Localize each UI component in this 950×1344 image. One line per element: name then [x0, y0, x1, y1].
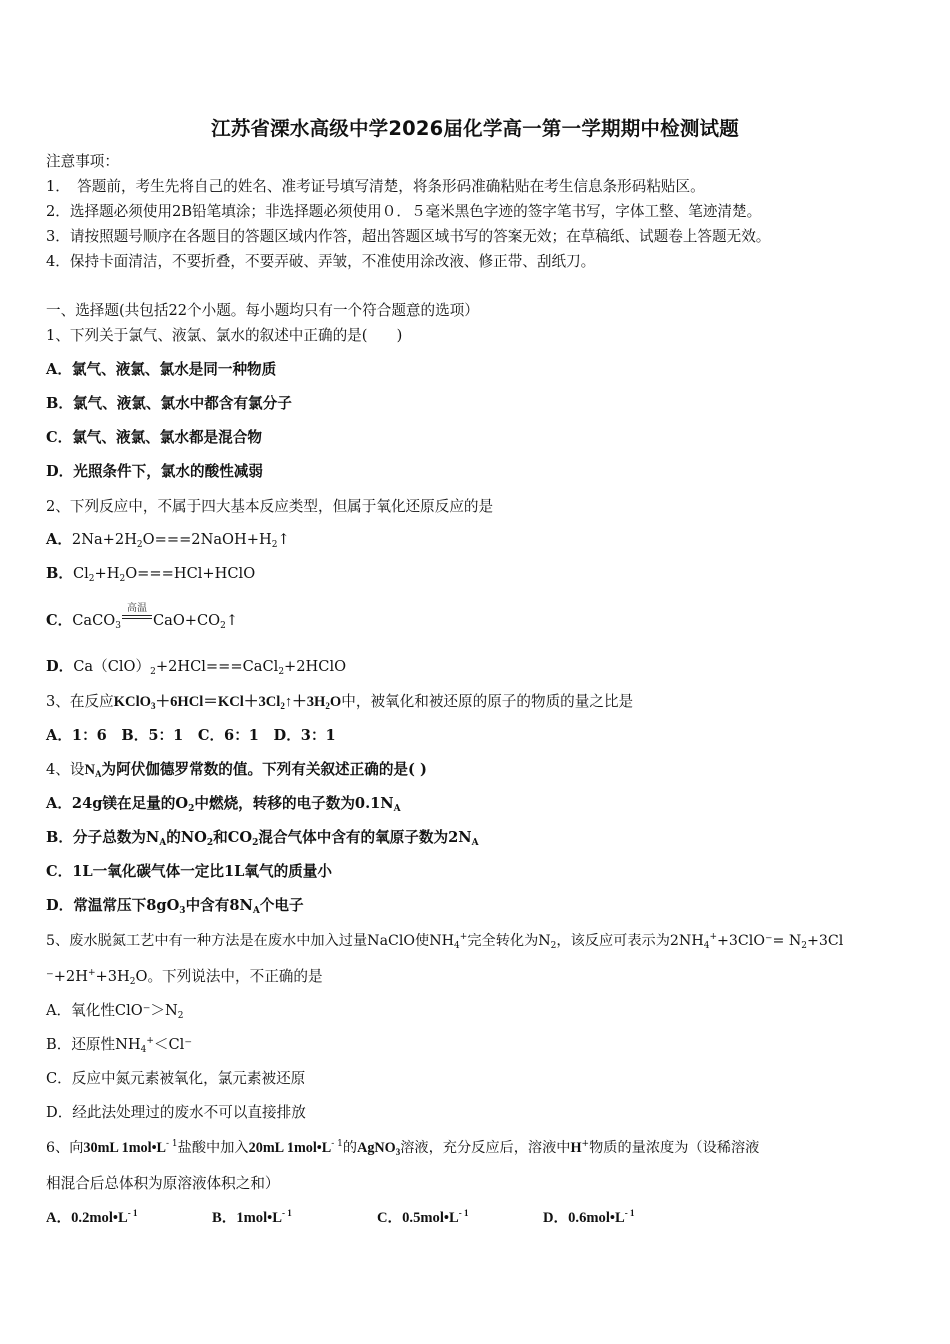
sup: - 1 [127, 1208, 138, 1218]
q3-stem [46, 692, 633, 712]
q5-option-b [46, 1035, 192, 1055]
q5-b-text: B．还原性NH [46, 1036, 141, 1053]
q6-option-c [377, 1208, 468, 1228]
q2-d-text: Ca（ClO） [73, 658, 151, 675]
q5-option-a [46, 1001, 184, 1021]
sub: 2 [129, 977, 136, 987]
q3-formula: ＋6HCl＝KCl＋3Cl [155, 694, 281, 710]
sub: 2 [252, 838, 259, 848]
q3-formula: KClO [113, 694, 151, 710]
q4-formula: N [84, 762, 96, 778]
sub: 2 [177, 1011, 184, 1021]
q6-text: 盐酸中加入 [177, 1140, 249, 1156]
sub: A [252, 906, 260, 916]
q2-c-text: CaCO [72, 612, 116, 629]
sub: 2 [119, 574, 126, 584]
q4-a-text: A．24g镁在足量的O [46, 795, 189, 812]
q4-option-b [46, 828, 479, 848]
q2-option-b [46, 564, 255, 584]
q2-b-text: Cl [72, 565, 89, 582]
q2-c-text: ↑ [225, 612, 239, 629]
q5-text: +3ClO⁻= N [717, 933, 802, 949]
q2-option-c [46, 603, 239, 631]
page-title: 江苏省溧水高级中学2026届化学高一第一学期期中检测试题 [211, 117, 739, 140]
q6-stem-line-2: 相混合后总体积为原溶液体积之和） [46, 1175, 280, 1192]
q4-b-text: B．分子总数为N [46, 829, 160, 846]
sub: 3 [395, 1147, 401, 1157]
q2-a-text: ↑ [277, 531, 290, 548]
q6-option-d [543, 1208, 634, 1228]
q2-d-label: D． [46, 658, 74, 675]
q6-option-a [46, 1208, 137, 1228]
q6-option-b [212, 1208, 292, 1228]
q2-d-text: +2HClO [284, 658, 347, 675]
notice-item-4: 4．保持卡面清洁，不要折叠，不要弄破、弄皱，不准使用涂改液、修正带、刮纸刀。 [46, 253, 596, 270]
sub: 3 [179, 906, 186, 916]
sub: 3 [115, 621, 121, 631]
q2-stem: 2、下列反应中，不属于四大基本反应类型，但属于氧化还原反应的是 [46, 498, 494, 515]
sub: 2 [150, 667, 156, 677]
q4-text: 4、设 [46, 761, 85, 778]
q1-stem: 1、下列关于氯气、液氯、氯水的叙述中正确的是( ) [46, 327, 403, 344]
notice-item-2: 2．选择题必须使用2B铅笔填涂；非选择题必须使用０．５毫米黑色字迹的签字笔书写，字体工整、笔迹清楚。 [46, 203, 762, 220]
reaction-condition-arrow [121, 603, 153, 625]
sub: 4 [454, 941, 460, 951]
q2-b-label: B． [46, 565, 73, 582]
sub: 2 [280, 701, 285, 711]
q5-text: ⁻+2H [46, 968, 88, 985]
q1-option-d: D．光照条件下，氯水的酸性减弱 [46, 463, 263, 480]
q5-text: +3Cl [807, 933, 844, 949]
sub: 2 [550, 941, 557, 951]
q6-formula: H [570, 1140, 582, 1156]
q1-option-a: A．氯气、液氯、氯水是同一种物质 [46, 361, 277, 378]
q5-text: 完全转化为N [467, 933, 551, 949]
sub: A [471, 838, 479, 848]
sup: + [581, 1139, 590, 1149]
sub: 4 [140, 1045, 147, 1055]
q4-d-text: D．常温常压下8gO [46, 897, 180, 914]
sub: 2 [220, 621, 226, 631]
q4-option-a [46, 794, 401, 814]
q3-text: 中，被氧化和被还原的原子的物质的量之比是 [341, 693, 634, 710]
sub: 2 [136, 540, 143, 550]
q5-stem-line-2 [46, 967, 323, 987]
sub: 2 [88, 574, 95, 584]
q2-a-text: O===2NaOH+H [142, 531, 272, 548]
q2-a-text: 2Na+2H [71, 531, 137, 548]
q6-formula: AgNO [357, 1140, 396, 1156]
sub: 2 [278, 667, 285, 677]
q3-formula: O [329, 694, 342, 710]
sup: + [459, 932, 468, 942]
q2-d-text: +2HCl===CaCl [155, 658, 279, 675]
q4-b-text: 和CO [213, 829, 253, 846]
q4-d-text: 个电子 [259, 897, 304, 914]
sup: + [146, 1036, 154, 1046]
q6-formula: 20mL 1mol•L [248, 1140, 332, 1156]
q5-a-text: A．氧化性ClO⁻＞N [46, 1002, 178, 1019]
q3-text: 3、在反应 [46, 693, 114, 710]
sup: - 1 [331, 1139, 343, 1149]
notice-heading: 注意事项： [46, 153, 119, 170]
q6-c-text: C．0.5mol•L [377, 1210, 459, 1226]
q2-a-label: A． [46, 531, 72, 548]
sub: A [159, 838, 167, 848]
q4-b-text: 混合气体中含有的氧原子数为2N [258, 829, 472, 846]
q5-option-d: D．经此法处理过的废水不可以直接排放 [46, 1104, 306, 1121]
q2-option-a [46, 530, 290, 550]
sup: + [709, 932, 718, 942]
q4-b-text: 的NO [166, 829, 207, 846]
sub: 2 [271, 540, 278, 550]
q1-option-c: C．氯气、液氯、氯水都是混合物 [46, 429, 262, 446]
q6-text: 溶液，充分反应后，溶液中 [400, 1140, 571, 1156]
q2-c-label: C． [46, 612, 73, 629]
q4-option-c: C．1L一氧化碳气体一定比1L氧气的质量小 [46, 863, 332, 880]
notice-item-3: 3．请按照题号顺序在各题目的答题区域内作答，超出答题区域书写的答案无效；在草稿纸、试题卷上答题无效。 [46, 228, 771, 245]
sub: 2 [188, 804, 195, 814]
q2-b-text: O===HCl+HClO [125, 565, 256, 582]
q1-option-b: B．氯气、液氯、氯水中都含有氯分子 [46, 395, 292, 412]
sup: - 1 [166, 1139, 178, 1149]
q2-option-d [46, 657, 346, 677]
q5-text: +3H [95, 968, 130, 985]
q4-stem [46, 760, 427, 780]
sub: 2 [801, 941, 807, 951]
q4-text: 为阿伏伽德罗常数的值。下列有关叙述正确的是( ) [101, 761, 427, 778]
sup: - 1 [624, 1208, 635, 1218]
q5-option-c: C．反应中氮元素被氧化，氯元素被还原 [46, 1070, 306, 1087]
sup: - 1 [281, 1208, 292, 1218]
q6-formula: 30mL 1mol•L [83, 1140, 167, 1156]
sub: 2 [325, 701, 330, 711]
sup: + [87, 968, 96, 978]
condition-label: 高温 [126, 603, 147, 614]
notice-item-1: 1． 答题前，考生先将自己的姓名、准考证号填写清楚，将条形码准确粘贴在考生信息条形码粘贴区。 [46, 178, 705, 195]
q4-a-text: 中燃烧，转移的电子数为0.1N [194, 795, 394, 812]
sub: 3 [150, 701, 156, 711]
q3-formula: ↑＋3H [284, 694, 326, 710]
q6-text: 的 [342, 1140, 358, 1156]
sub: A [95, 769, 102, 779]
q3-options: A．1：6 B．5：1 C．6：1 D．3：1 [46, 727, 336, 744]
q5-b-text: ＜Cl⁻ [153, 1036, 193, 1053]
q6-stem-line-1 [46, 1138, 759, 1158]
sub: 2 [206, 838, 214, 848]
q6-text: 物质的量浓度为（设稀溶液 [589, 1140, 760, 1156]
q5-text: O。下列说法中，不正确的是 [135, 968, 323, 985]
q2-b-text: +H [94, 565, 120, 582]
sub: 4 [703, 941, 710, 951]
q6-a-text: A．0.2mol•L [46, 1210, 128, 1226]
q4-d-text: 中含有8N [185, 897, 253, 914]
sup: - 1 [458, 1208, 469, 1218]
q2-c-text: CaO+CO [152, 612, 221, 629]
q4-option-d [46, 896, 304, 916]
sub: A [393, 804, 401, 814]
q6-text: 6、向 [46, 1140, 84, 1156]
q6-b-text: B．1mol•L [212, 1210, 282, 1226]
q5-text: ，该反应可表示为2NH [556, 933, 704, 949]
q5-text: 5、废水脱氮工艺中有一种方法是在废水中加入过量NaClO使NH [46, 933, 455, 949]
q5-stem-line-1 [46, 931, 843, 951]
section-heading: 一、选择题(共包括22个小题。每小题均只有一个符合题意的选项） [46, 302, 479, 319]
q6-d-text: D．0.6mol•L [543, 1210, 625, 1226]
